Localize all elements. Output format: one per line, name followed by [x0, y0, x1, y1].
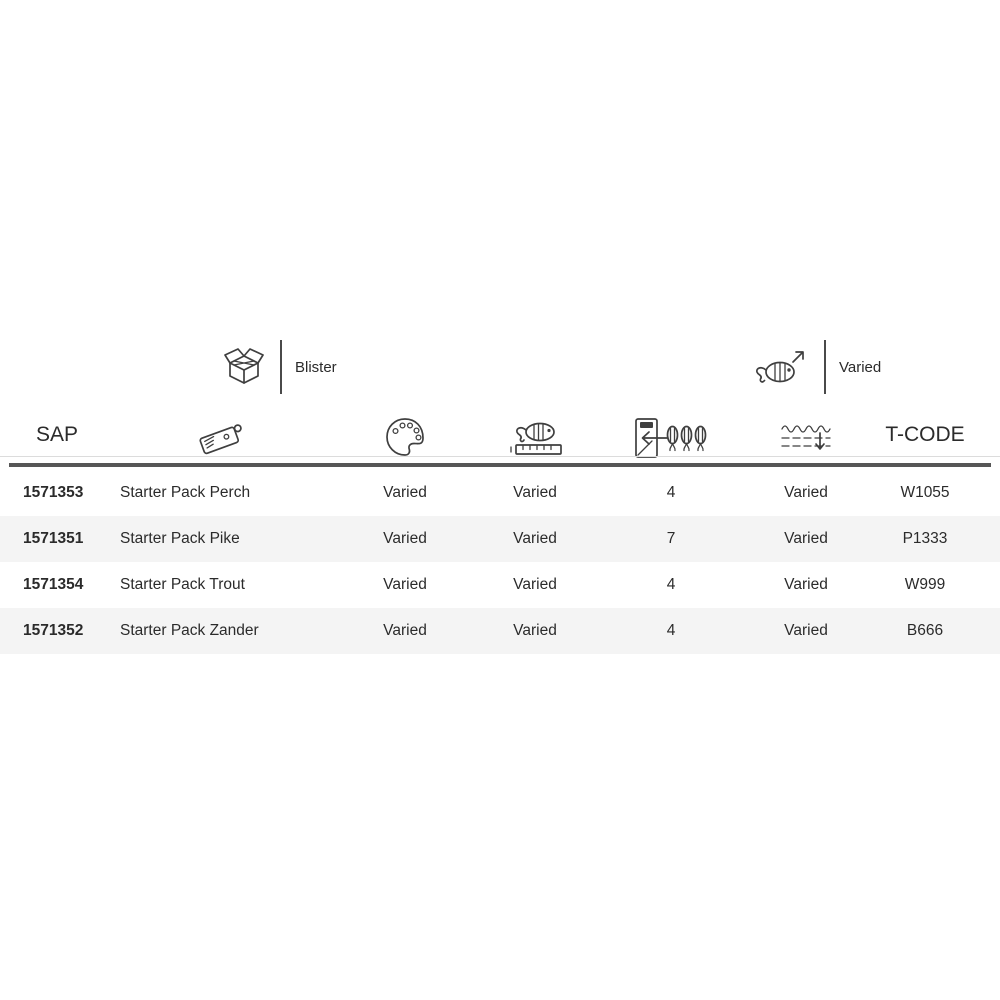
lure-length-icon	[503, 416, 567, 460]
quantity-cell: 7	[666, 530, 676, 547]
header-divider-dark	[9, 463, 991, 467]
product-cell: Starter Pack Zander	[120, 622, 259, 639]
table-row	[0, 608, 1000, 654]
tcode-cell: W999	[904, 576, 946, 593]
tcode-cell: B666	[906, 622, 944, 639]
sap-cell: 1571352	[23, 622, 84, 639]
table-row	[0, 562, 1000, 608]
length-cell: Varied	[513, 484, 557, 501]
legend-blister-label: Blister	[295, 358, 337, 376]
pack-quantity-icon	[632, 415, 708, 461]
table-row	[0, 516, 1000, 562]
sap-cell: 1571351	[23, 530, 84, 547]
sap-cell: 1571354	[23, 576, 84, 593]
sap-column-header: SAP	[36, 423, 79, 446]
table-header	[0, 412, 1000, 462]
depth-cell: Varied	[784, 530, 828, 547]
depth-cell: Varied	[784, 576, 828, 593]
tcode-cell: P1333	[902, 530, 948, 547]
depth-icon	[777, 418, 835, 458]
header-divider-light	[0, 456, 1000, 457]
color-cell: Varied	[383, 576, 427, 593]
palette-icon	[383, 415, 427, 459]
length-cell: Varied	[513, 622, 557, 639]
legend-divider	[280, 340, 282, 394]
color-cell: Varied	[383, 530, 427, 547]
product-cell: Starter Pack Trout	[120, 576, 245, 593]
table-row	[0, 470, 1000, 516]
legend-divider	[824, 340, 826, 394]
depth-cell: Varied	[784, 622, 828, 639]
color-cell: Varied	[383, 484, 427, 501]
table-body	[0, 470, 1000, 654]
color-cell: Varied	[383, 622, 427, 639]
sap-cell: 1571353	[23, 484, 84, 501]
tag-icon	[194, 414, 252, 460]
legend-item-blister	[221, 338, 337, 396]
depth-cell: Varied	[784, 484, 828, 501]
fish-gender-icon	[749, 342, 811, 392]
legend-item-varied	[749, 338, 881, 396]
tcode-column-header: T-CODE	[885, 423, 965, 446]
quantity-cell: 4	[666, 622, 676, 639]
legend-varied-label: Varied	[839, 358, 882, 376]
product-cell: Starter Pack Perch	[120, 484, 251, 501]
quantity-cell: 4	[666, 484, 676, 501]
product-cell: Starter Pack Pike	[120, 530, 240, 547]
open-box-icon	[221, 344, 267, 390]
quantity-cell: 4	[666, 576, 676, 593]
tcode-cell: W1055	[900, 484, 950, 501]
length-cell: Varied	[513, 530, 557, 547]
length-cell: Varied	[513, 576, 557, 593]
